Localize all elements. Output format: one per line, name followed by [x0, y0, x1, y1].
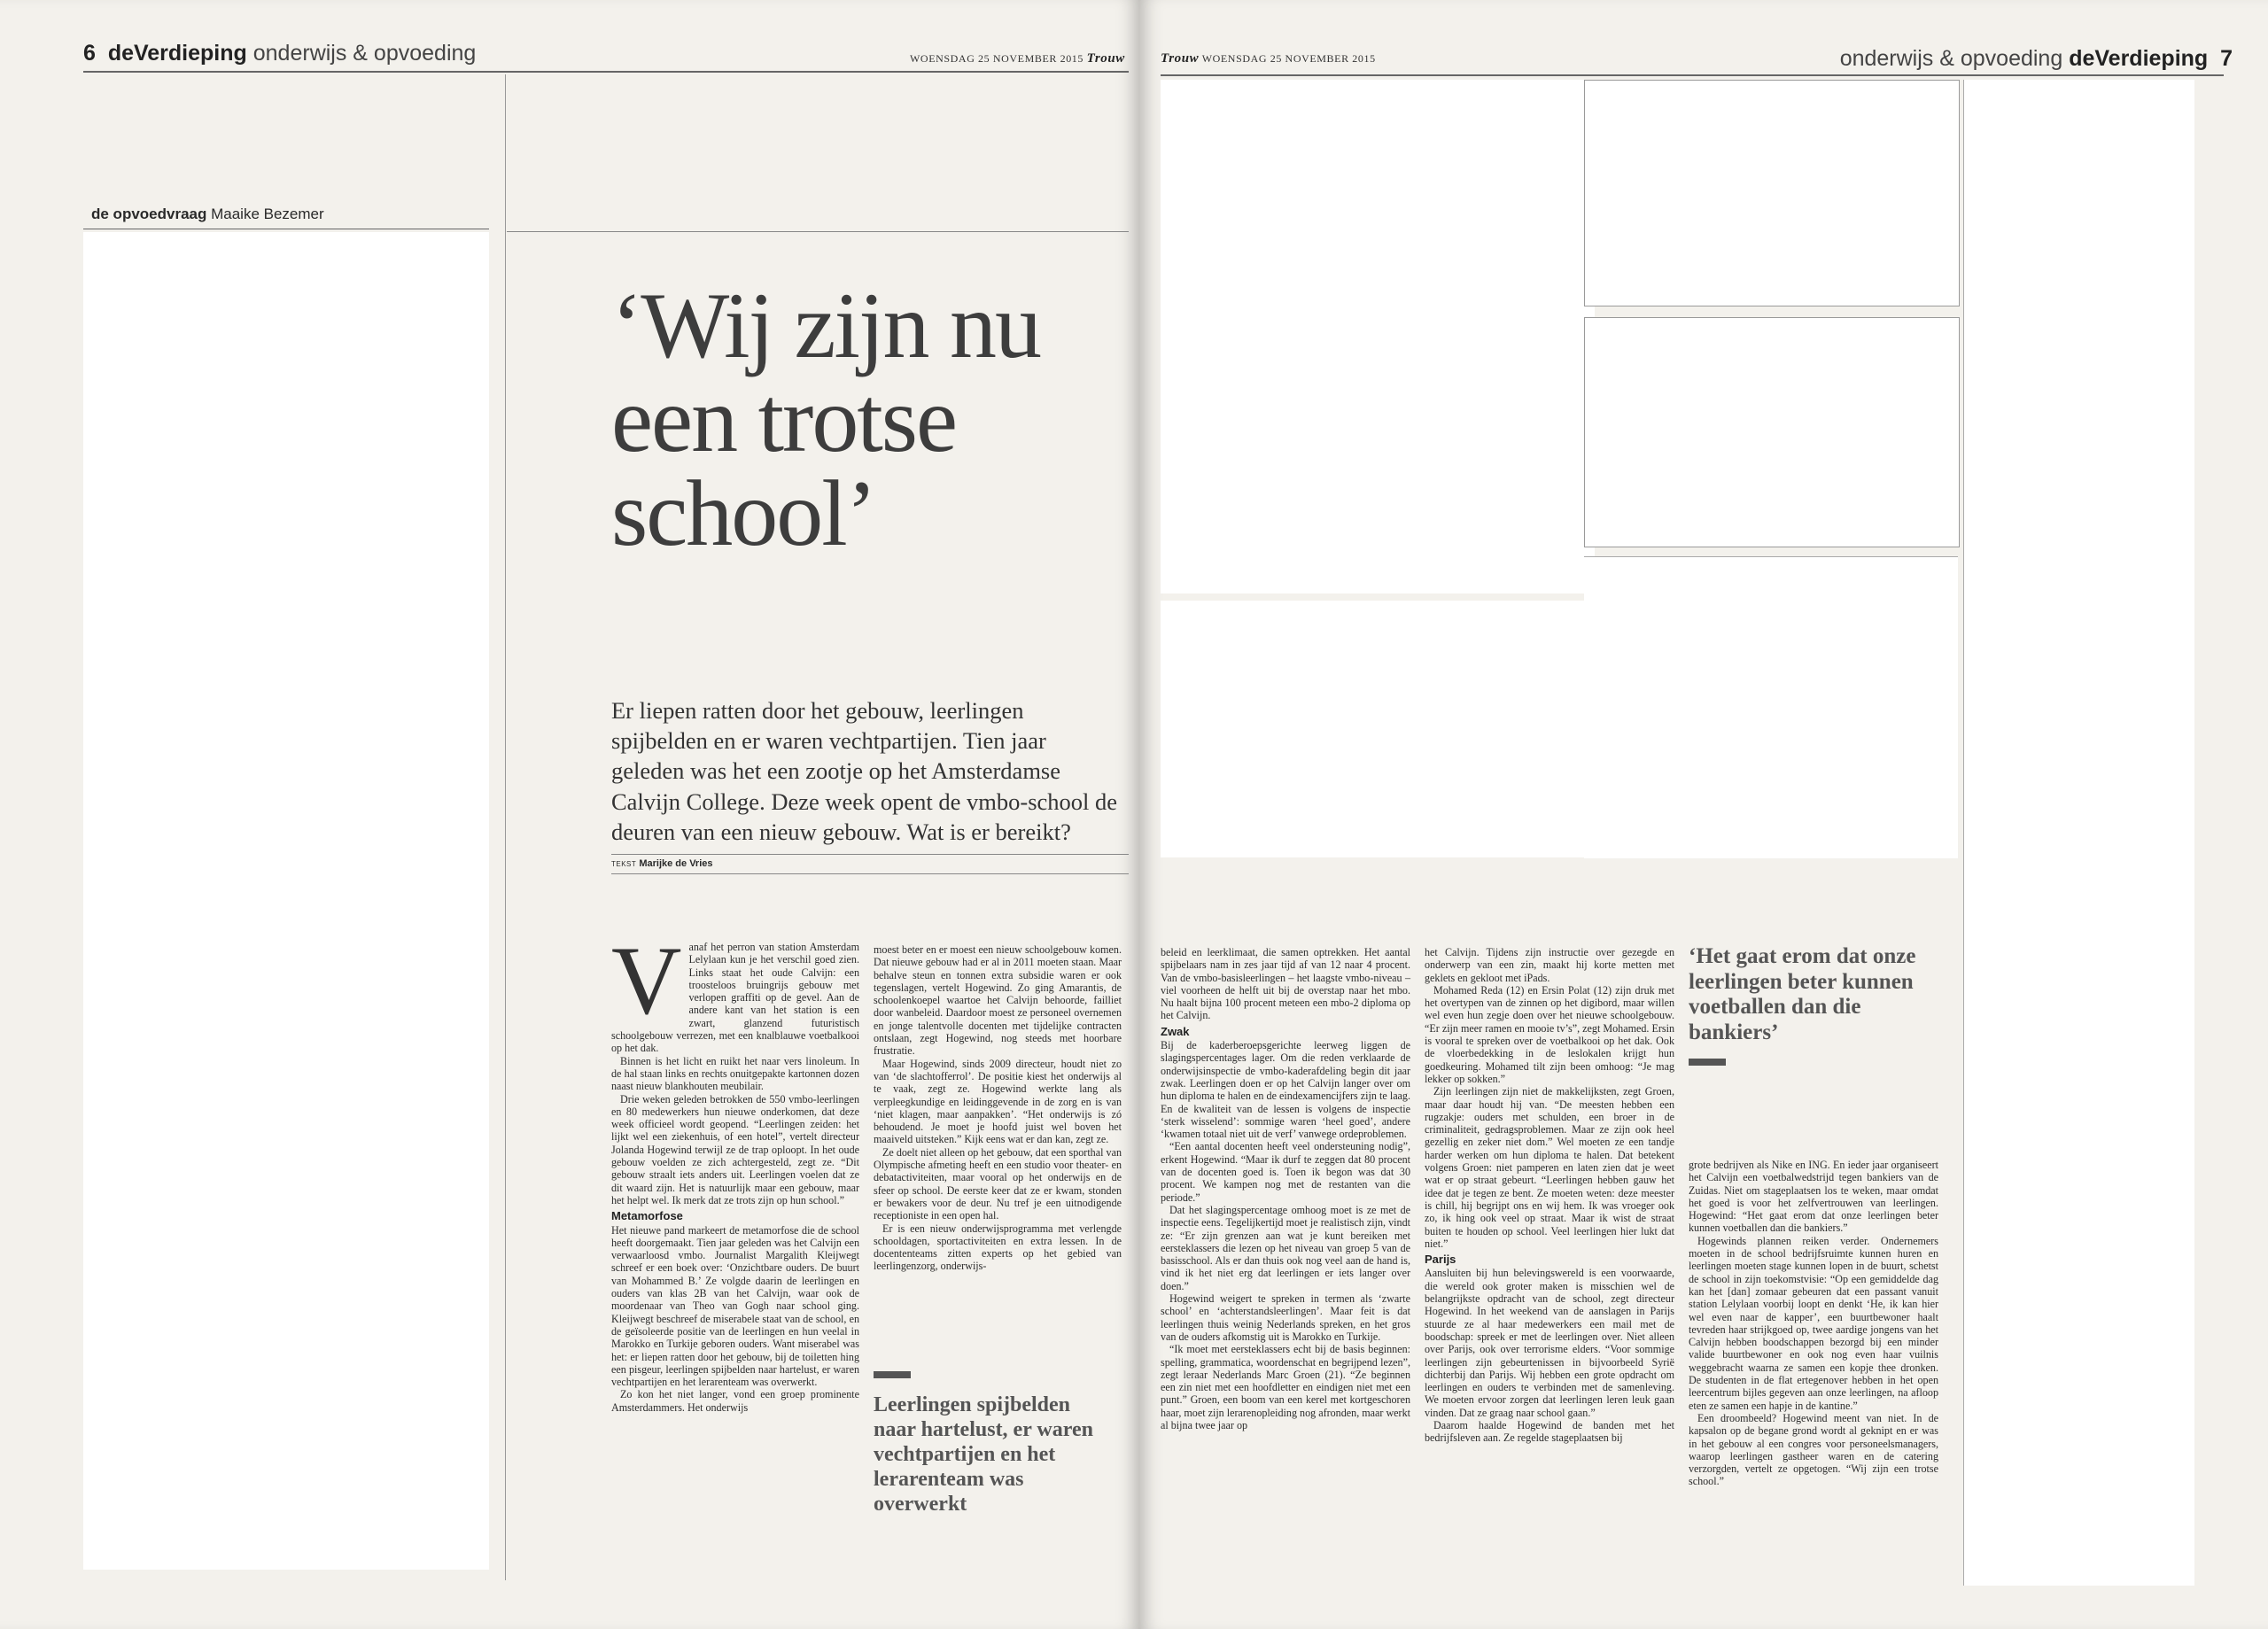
paragraph: Zo kon het niet langer, vond een groep prominente Amsterdammers. Het onderwijs	[611, 1388, 859, 1414]
paragraph: Maar Hogewind, sinds 2009 directeur, houdt niet zo van ‘de slachtofferrol’. De positie kiest het onderwijs al te vaak, zegt ze. Hogewind werkte lang als verpleegkundige en leidinggevende in de zorg en is van ‘niet klagen, maar aanpakken’. “Het onderwijs is zó behoudend. Je moet je hoofd juist wel boven het maaiveld uitsteken.” Kijk eens wat er dan kan, zegt ze.	[874, 1057, 1122, 1146]
column-author: Maaike Bezemer	[211, 206, 324, 222]
header-rule	[1161, 74, 2224, 76]
pull-quote-bar	[1689, 1059, 1726, 1066]
column-header	[91, 206, 324, 223]
article-column-4	[1425, 946, 1674, 1445]
paragraph: Het nieuwe pand markeert de metamorfose die de school heeft doorgemaakt. Tien jaar geleden was het Calvijn een verwaarloosd vmbo. Journalist Margalith Kleijwegt schreef er een boek over: ‘Onzichtbare ouders. De buurt van Mohammed B.’ Ze volgde daarin de leerlingen en ouders van klas 2B van het Calvijn, waar ook de moordenaar van Theo van Gogh naar school ging. Kleijwegt beschreef de miserabele staat van de school, en de geïsoleerde positie van de leerlingen en hun veelal in Marokko en Turkije geboren ouders. Want miserabel was het: er liepen ratten door het gebouw, bij de toiletten hing een pisgeur, leerlingen spijbelden naar hartelust, er waren vechtpartijen en het lerarenteam was overwerkt.	[611, 1223, 859, 1389]
date: WOENSDAG 25 NOVEMBER 2015	[1201, 52, 1376, 65]
paragraph: Ze doelt niet alleen op het gebouw, dat een sporthal van Olympische afmeting heeft en een studio voor theater- en debatactiviteiten, maar vooral op het onderwijs en de sfeer op school. De eerste keer dat ze er kwam, stonden er bewakers voor de deur. Nu tref je een uitnodigende receptioniste in een open hal.	[874, 1145, 1122, 1222]
brand-name: deVerdieping	[2069, 46, 2209, 71]
column-title: de opvoedvraag	[91, 206, 207, 222]
page-number: 6	[83, 41, 96, 66]
paragraph: Bij de kaderberoepsgerichte leerweg liggen de slagingspercentages lager. Om die reden verklaarde de onderwijsinspectie de vmbo-kaderafdeling begin dit jaar zwak. Leerlingen doen er op het Calvijn langer over om hun diploma te halen en de eindexamencijfers zijn te laag. En de kwaliteit van de lessen is volgens de inspectie ‘sterk wisselend’: sommige waren ‘heel goed’, andere ‘kwamen totaal niet uit de verf’ vanwege ordeproblemen.	[1161, 1039, 1410, 1141]
section-name: onderwijs & opvoeding	[1839, 46, 2063, 71]
subheading: Zwak	[1161, 1024, 1190, 1038]
paragraph: Een droombeeld? Hogewind meent van niet. In de kapsalon op de begane grond wordt al geknipt en er was in het gebouw al een congres voor personeelsmanagers, waarop leerlingen gastheer waren en de catering verzorgden, vertelt ze opgetogen. “Wij zijn een trotse school.”	[1689, 1411, 1938, 1488]
byline-label: TEKST	[611, 860, 637, 868]
intro-text: Er liepen ratten door het gebouw, leerlingen spijbelden en er waren vechtpartijen. Tien jaar geleden was het een zootje op het Amsterdamse Calvijn College. Deze week opent de vmbo-school de deuren van een nieuw gebouw. Wat is er bereikt?	[611, 697, 1118, 845]
paragraph: Binnen is het licht en ruikt het naar vers linoleum. In de hal staan links en rechts onuitgepakte kartonnen dozen naast nieuw blankhouten meubilair.	[611, 1054, 859, 1093]
right-page-date-line	[1161, 51, 1376, 66]
article-top-rule	[507, 231, 1129, 232]
paragraph: Aansluiten bij hun belevingswereld is een voorwaarde, die wereld ook groter maken is misschien wel de belangrijkste opdracht van de school, zegt directeur Hogewind. In het weekend van de aanslagen in Parijs stuurde ze al haar medewerkers een mail met de boodschap: spreek er met de leerlingen over. Niet alleen over Parijs, ook over terrorisme elders. “Voor sommige leerlingen zijn gebeurtenissen in bijvoorbeeld Syrië dichterbij dan Parijs. Wij hebben een grote opdracht om leerlingen en ouders te verbinden met de samenleving. We moeten ervoor zorgen dat leerlingen leren leuk gaan vinden. Dat ze graag naar school gaan.”	[1425, 1267, 1674, 1419]
headline	[611, 274, 1040, 565]
byline-rule	[611, 873, 1129, 874]
pull-quote-bar	[874, 1371, 911, 1378]
article-column-1	[611, 927, 859, 1414]
brand-name: deVerdieping	[107, 41, 247, 66]
paragraph: Hogewinds plannen reiken verder. Ondernemers moeten in de school bedrijfsruimte kunnen huren en leerlingen moeten stage kunnen lopen in de buurt, schetst de school in zijn toekomstvisie: “Op een gemiddelde dag kan het [dan] zomaar gebeuren dat een passant vanuit station Lelylaan voorbij loopt en denkt ‘He, ik kan hier wel even naar de kapper’, een buurtbewoner haalt tevreden haar strijkgoed op, twee aardige jongens van het Calvijn hebben boodschappen bezorgd bij een minder valide buurtbewoner en ook nog even haar vuilnis weggebracht waarna ze samen een kopje thee dronken. De studenten in de flat ertegenover hebben in het open leercentrum bijles gegeven aan onze leerlingen, na afloop eten ze samen een hapje in de kantine.”	[1689, 1234, 1938, 1412]
dropcap: V	[611, 927, 682, 1035]
paragraph: Drie weken geleden betrokken de 550 vmbo-leerlingen en 80 medewerkers hun nieuwe onderkomen, dat deze week officieel wordt geopend. “Leerlingen zeiden: het lijkt wel een ziekenhuis, of een hotel”, vertelt directeur Jolanda Hogewind terwijl ze de trap oploopt. In het oude gebouw voelden ze zich achtergesteld, zegt ze. “Dit gebouw straalt iets anders uit. Leerlingen voelen dat ze dit waard zijn. Het is natuurlijk maar een gebouw, maar het helpt wel. Ik merk dat ze trots zijn op hun school.”	[611, 1092, 859, 1206]
article-column-2	[874, 943, 1122, 1273]
photo	[1161, 80, 1595, 593]
paragraph: moest beter en er moest een nieuw schoolgebouw komen. Dat nieuwe gebouw had er al in 2011 moeten staan. Maar behalve steun en tonnen extra subsidie waren er ook tegenslagen, vertelt Hogewind. Zo ging Amarantis, de schoolenkoepel waartoe het Calvijn behoorde, failliet door wanbeleid. Daardoor moest ze personeel overnemen en jonge talentvolle docenten met tijdelijke contracten ontslaan, zegt Hogewind, nog steeds met hoorbare frustratie.	[874, 943, 1122, 1058]
paragraph: Mohamed Reda (12) en Ersin Polat (12) zijn druk met het overtypen van de zinnen op het digibord, maar willen wel even hun zegje doen over het nieuwe schoolgebouw. “Er zijn meer ramen en mooie tv’s”, zegt Mohamed. Ersin is vooral te spreken over de voetbalkooi op het dak. Ook de vloerbedekking in de leslokalen krijgt hun goedkeuring. Mohamed tilt zijn been omhoog: “Je mag lekker op sokken.”	[1425, 983, 1674, 1085]
right-page-header	[1840, 46, 2233, 72]
paper-name: Trouw	[1086, 51, 1125, 66]
right-margin-area	[1963, 80, 2194, 1586]
right-page	[1139, 0, 2268, 1629]
subheading: Parijs	[1425, 1253, 1456, 1267]
headline-line: ‘Wij zijn nu	[611, 274, 1040, 377]
article-column-5	[1689, 1159, 1938, 1488]
paragraph: het Calvijn. Tijdens zijn instructie over gezegde en onderwerp van een zin, maakt hij korte metten met geklets en gekloot met iPads.	[1425, 946, 1674, 984]
left-page-header	[83, 41, 476, 66]
paragraph: “Een aantal docenten heeft veel ondersteuning nodig”, erkent Hogewind. “Maar ik durf te zeggen dat 80 procent van de docenten goed is. Toen ik begon was dat 30 procent. We kampen nog met de restanten van die periode.”	[1161, 1140, 1410, 1204]
vertical-divider	[505, 74, 506, 1580]
paragraph: beleid en leerklimaat, die samen optrekken. Het aantal spijbelaars nam in zes jaar tijd af van 12 naar 4 procent. Van de vmbo-basisleerlingen – het laagste vmbo-niveau – viel voorheen de helft uit bij de overstap naar het mbo. Nu haalt bijna 100 procent meteen een mbo-2 diploma op het Calvijn.	[1161, 946, 1410, 1022]
left-page-date-line	[910, 51, 1125, 66]
header-rule	[83, 71, 1129, 73]
paragraph: Hogewind weigert te spreken in termen als ‘zwarte school’ en ‘achterstandsleerlingen’. Maar feit is dat leerlingen thuis weinig Nederlands spreken, en het gros van de ouders afkomstig uit is Marokko en Turkije.	[1161, 1292, 1410, 1343]
paper-name: Trouw	[1161, 51, 1200, 66]
intro-rule	[611, 854, 1129, 855]
date: WOENSDAG 25 NOVEMBER 2015	[910, 52, 1084, 65]
byline	[611, 858, 713, 869]
byline-name: Marijke de Vries	[639, 858, 713, 869]
pull-quote: ‘Het gaat erom dat onze leerlingen beter kunnen voetballen dan die bankiers’	[1689, 944, 1916, 1044]
paragraph: Zijn leerlingen zijn niet de makkelijksten, zegt Groen, maar daar houdt hij van. “De meesten hebben een rugzakje: ouders met schulden, een broer in de criminaliteit, gedragsproblemen. Maar ze zijn ook heel gezellig en zeker niet dom.” Wel moeten ze een tandje harder werken om hun diploma te halen. Dat betekent volgens Groen: niet pamperen en laten zien dat je weet wat er op straat gebeurt. “Leerlingen hebben gauw het idee dat je tegen ze bent. Ze moeten weten: deze meester is chill, hij begrijpt ons en wij hem. Ik was vroeger ook zo, ik hing ook veel op straat. Maar ik wist de straat buiten te houden op school. Veel leerlingen hier lukt dat niet.”	[1425, 1085, 1674, 1250]
subheading: Metamorfose	[611, 1209, 683, 1223]
paragraph: anaf het perron van station Amsterdam Lelylaan kun je het verschil goed zien. Links staat het oude Calvijn: een troosteloos bruingrijs gebouw met verlopen graffiti op de gevel. Aan de andere kant van het station is een zwart, glanzend futuristisch schoolgebouw verrezen, met een knalblauwe voetbalkooi op het dak.	[611, 941, 859, 1055]
paragraph: “Ik moet met eersteklassers echt bij de basis beginnen: spelling, grammatica, woordenschat en begrijpend lezen”, zegt leraar Nederlands Marc Groen (21). “Ze beginnen een zin niet met een hoofdletter en eindigen niet met een punt.” Groen, een boom van een kerel met kortgeschoren haar, moet zijn lerarenopleiding nog afronden, maar werkt al bijna twee jaar op	[1161, 1343, 1410, 1431]
paragraph: Daarom haalde Hogewind de banden met het bedrijfsleven aan. Ze regelde stageplaatsen bij	[1425, 1418, 1674, 1445]
pull-quote: Leerlingen spijbelden naar hartelust, er waren vechtpartijen en het lerarenteam was overwerkt	[874, 1393, 1093, 1516]
article-column-3	[1161, 946, 1410, 1431]
photo	[1584, 80, 1960, 306]
photo	[1584, 556, 1958, 858]
headline-line: een trotse	[611, 368, 957, 471]
photo	[1161, 601, 1595, 857]
page-number: 7	[2220, 46, 2233, 71]
headline-line: school’	[611, 462, 876, 565]
photo	[1584, 317, 1960, 547]
section-name: onderwijs & opvoeding	[252, 41, 477, 66]
paragraph: grote bedrijven als Nike en ING. En ieder jaar organiseert het Calvijn een voetbalwedstrijd tegen bankiers van de Zuidas. Niet om stageplaatsen los te weken, maar omdat het goed is voor het zelfvertrouwen van leerlingen. Hogewind: “Het gaat erom dat onze leerlingen beter kunnen voetballen dan die bankiers.”	[1689, 1159, 1938, 1235]
paragraph: Dat het slagingspercentage omhoog moet is ze met de inspectie eens. Tegelijkertijd moet je realistisch zijn, vindt ze: “Er zijn grenzen aan wat je kunt bereiken met eersteklassers die lezen op het niveau van groep 5 van de basisschool. Als er dan thuis ook nog veel aan de hand is, vind ik het niet erg dat leerlingen er iets langer over doen.”	[1161, 1203, 1410, 1292]
paragraph: Er is een nieuw onderwijsprogramma met verlengde schooldagen, sportactiviteiten en extra lessen. In de docententeams zitten experts op het gebied van leerlingenzorg, onderwijs-	[874, 1222, 1122, 1273]
opvoedvraag-column-area	[83, 232, 489, 1570]
